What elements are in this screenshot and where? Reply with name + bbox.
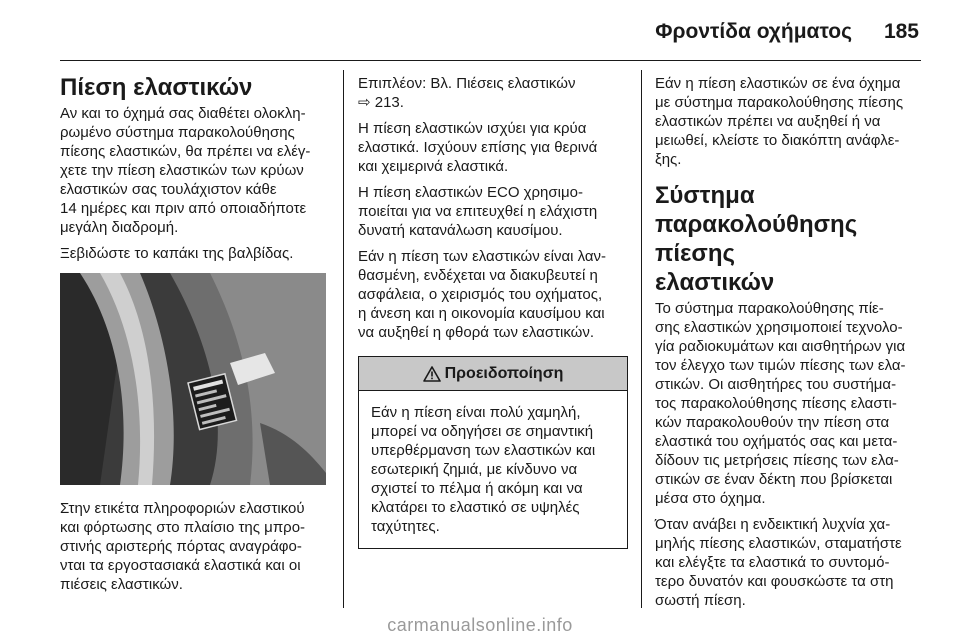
warning-header: [359, 357, 627, 391]
page-number: 185: [883, 20, 919, 43]
column-divider-1: [343, 70, 344, 608]
tire-pressure-heading: Πίεση ελαστικών: [60, 74, 253, 101]
paragraph: Το σύστημα παρακολούθησης πίε- σης ελαστικών χρησιμοποιεί τεχνολο- γία ραδιοκυμάτων και αισθητήρων για τον έλεγχο των τιμών πίεσης των ελα- στικών. Οι αισθητήρες του συστήμα- τος παρακολούθησης πίεσης ελαστι- κών παρακολουθούν την πίεση στα ελαστικά του οχήματός σας και μετα- δίδουν τις μετρήσεις πίεσης των ελα- στικών σε έναν δέκτη που βρίσκεται μέσα στο όχημα.: [655, 300, 906, 507]
page-header: [0, 14, 960, 54]
header-rule: [60, 60, 921, 61]
paragraph: Εάν η πίεση των ελαστικών είναι λαν- θασμένη, ενδέχεται να διακυβευτεί η ασφάλεια, ο χειρισμός του οχήματος, η άνεση και η οικονομία καυσίμου και να αυξηθεί η φθορά των ελαστικών.: [358, 248, 607, 341]
paragraph: Ξεβιδώστε το καπάκι της βαλβίδας.: [60, 245, 294, 262]
warning-title: Προειδοποίηση: [444, 365, 564, 382]
section-title: Φροντίδα οχήματος: [655, 20, 852, 43]
warning-box: [358, 356, 628, 549]
paragraph: Η πίεση ελαστικών ισχύει για κρύα ελαστικά. Ισχύουν επίσης για θερινά και χειμερινά ελαστικά.: [358, 120, 598, 175]
column-3: [655, 74, 921, 617]
paragraph: Εάν η πίεση ελαστικών σε ένα όχημα με σύστημα παρακολούθησης πίεσης ελαστικών πρέπει να αυξηθεί ή να μειωθεί, κλείστε το διακόπτη ανάφλε- ξης.: [655, 75, 904, 168]
door-pillar-label-photo: [60, 273, 326, 485]
column-2: [358, 74, 628, 555]
paragraph: Αν και το όχημά σας διαθέτει ολοκλη- ρωμένο σύστημα παρακολούθησης πίεσης ελαστικών, θα πρέπει να ελέγ- χετε την πίεση ελαστικών των κρύων ελαστικών σας τουλάχιστον κάθε 14 ημέρες και πριν από οποιαδήποτε μεγάλη διαδρομή.: [60, 105, 311, 236]
paragraph-cross-reference: Επιπλέον: Βλ. Πιέσεις ελαστικών ⇨ 213.: [358, 75, 576, 111]
warning-triangle-icon: [423, 366, 441, 382]
column-1: [60, 74, 326, 601]
warning-text: Εάν η πίεση είναι πολύ χαμηλή, μπορεί να οδηγήσει σε σημαντική υπερθέρμανση των ελαστικών και εσωτερική ζημιά, με κίνδυνο να σχιστεί το πέλμα ή ακόμη και να κλατάρει το ελαστικό σε υψηλές ταχύτητες.: [371, 404, 596, 535]
watermark: carmanualsonline.info: [387, 615, 573, 635]
paragraph: Όταν ανάβει η ενδεικτική λυχνία χα- μηλής πίεσης ελαστικών, σταματήστε και ελέγξτε τα ελαστικά το συντομό- τερο δυνατόν και φουσκώστε τα στη σωστή πίεση.: [655, 516, 902, 609]
paragraph: Στην ετικέτα πληροφοριών ελαστικού και φόρτωσης στο πλαίσιο της μπρο- στινής αριστερής πόρτας αναγράφο- νται τα εργοστασιακά ελαστικά και οι πιέσεις ελαστικών.: [60, 500, 306, 593]
column-divider-2: [641, 70, 642, 608]
paragraph: Η πίεση ελαστικών ECO χρησιμο- ποιείται για να επιτευχθεί η ελάχιστη δυνατή κατανάλωση καυσίμου.: [358, 184, 598, 239]
tpms-heading: Σύστημα παρακολούθησης πίεσης ελαστικών: [655, 182, 858, 296]
